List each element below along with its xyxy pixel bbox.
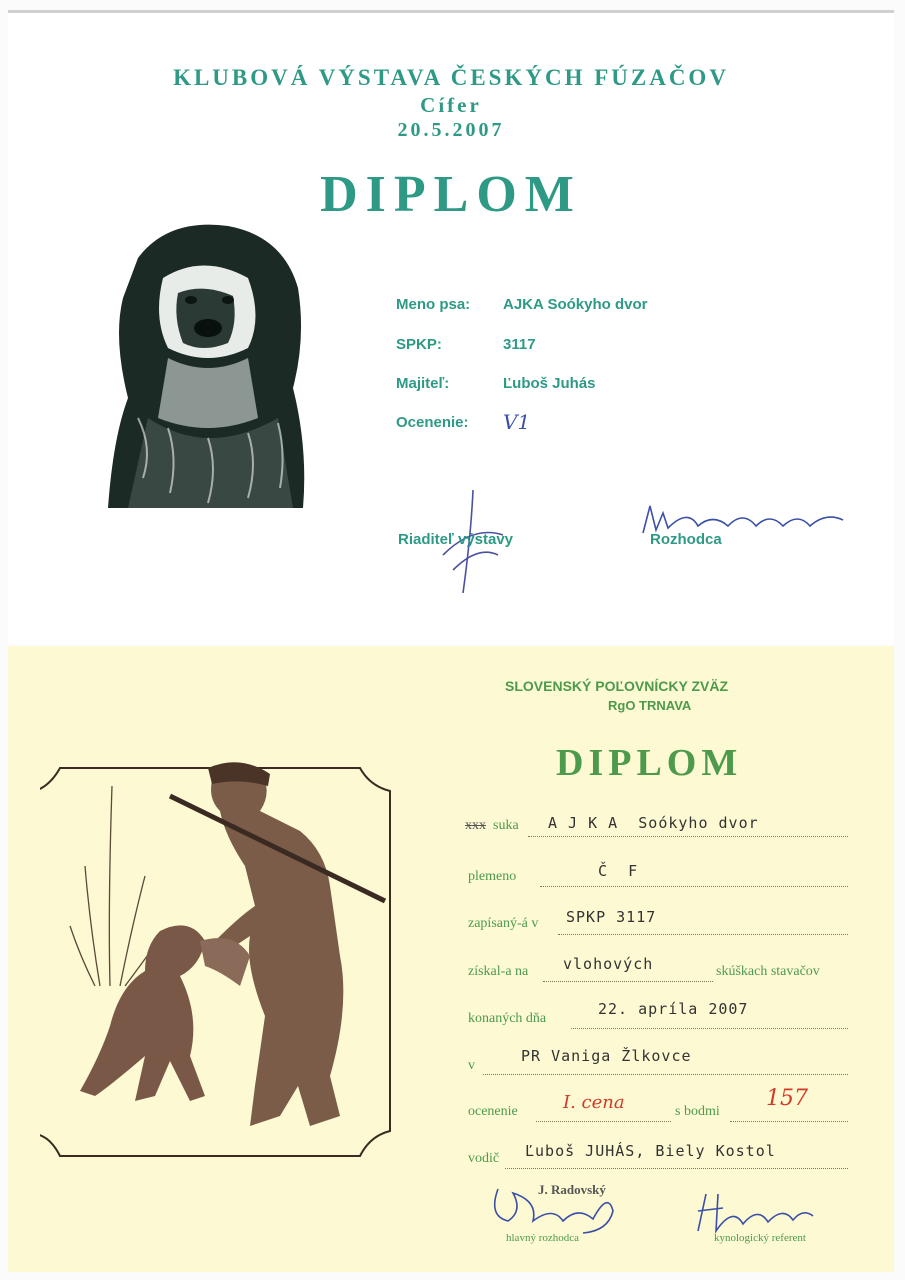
- bodmi-line: [730, 1121, 848, 1122]
- plemeno-label: plemeno: [468, 869, 517, 884]
- zapisany-value: SPKP 3117: [566, 908, 657, 926]
- owner-label: Majiteľ:: [396, 375, 450, 392]
- dog-name-label: Meno psa:: [396, 296, 471, 313]
- vodic-label: vodič: [468, 1151, 500, 1166]
- v-line: [483, 1074, 848, 1075]
- ocenenie-label: ocenenie: [468, 1104, 518, 1119]
- suka-label: suka: [493, 818, 519, 833]
- plemeno-value: Č F: [598, 862, 639, 880]
- suka-line: [528, 836, 848, 837]
- dog-portrait-image: [108, 218, 308, 508]
- v-label: v: [468, 1058, 475, 1073]
- v-value: PR Vaniga Žlkovce: [521, 1047, 692, 1065]
- zapisany-line: [558, 934, 848, 935]
- spkp-value: 3117: [503, 336, 536, 353]
- dog-name-value: AJKA Soókyho dvor: [503, 296, 648, 313]
- suka-value: A J K A Soókyho dvor: [548, 814, 759, 832]
- spkp-label: SPKP:: [396, 336, 442, 353]
- kynology-label: kynologický referent: [714, 1232, 806, 1244]
- konanych-label: konaných dňa: [468, 1011, 547, 1026]
- xxx-strikethrough: xxx: [465, 818, 486, 833]
- ocenenie-value: I. cena: [563, 1092, 625, 1113]
- director-label: Riaditeľ výstavy: [398, 531, 514, 548]
- judge-stamp: J. Radovský: [538, 1182, 606, 1197]
- hunter-dog-illustration: [40, 756, 400, 1166]
- org-region: RgO TRNAVA: [608, 698, 692, 713]
- show-date: 20.5.2007: [397, 119, 505, 141]
- show-location: Cífer: [420, 93, 482, 117]
- ziskal-value: vlohových: [563, 955, 654, 973]
- rating-value: V1: [503, 410, 531, 434]
- chief-judge-signature: [483, 1181, 633, 1236]
- owner-value: Ľuboš Juhás: [503, 375, 596, 392]
- rating-label: Ocenenie:: [396, 414, 469, 431]
- chief-judge-label: hlavný rozhodca: [506, 1232, 579, 1244]
- konanych-value: 22. apríla 2007: [598, 1000, 749, 1018]
- konanych-line: [571, 1028, 848, 1029]
- bodmi-label: s bodmi: [675, 1104, 720, 1119]
- vodic-line: [505, 1168, 848, 1169]
- zapisany-label: zapísaný-á v: [468, 916, 539, 931]
- kynology-signature: [688, 1186, 818, 1236]
- show-diploma: [8, 10, 894, 645]
- hunting-diploma: [8, 646, 894, 1272]
- bodmi-value: 157: [766, 1086, 808, 1111]
- show-heading: KLUBOVÁ VÝSTAVA ČESKÝCH FÚZAČOV: [173, 65, 729, 90]
- ziskal-label: získal-a na: [468, 964, 529, 979]
- diploma-title-2: DIPLOM: [556, 742, 743, 784]
- diploma-title: DIPLOM: [320, 166, 582, 223]
- vodic-value: Ľuboš JUHÁS, Biely Kostol: [525, 1142, 776, 1160]
- plemeno-line: [540, 886, 848, 887]
- ziskal-suffix: skúškach stavačov: [716, 964, 820, 979]
- ocenenie-line: [536, 1121, 671, 1122]
- org-name: SLOVENSKÝ POĽOVNÍCKY ZVÄZ: [505, 678, 728, 694]
- ziskal-line: [543, 981, 713, 982]
- judge-label: Rozhodca: [650, 531, 722, 548]
